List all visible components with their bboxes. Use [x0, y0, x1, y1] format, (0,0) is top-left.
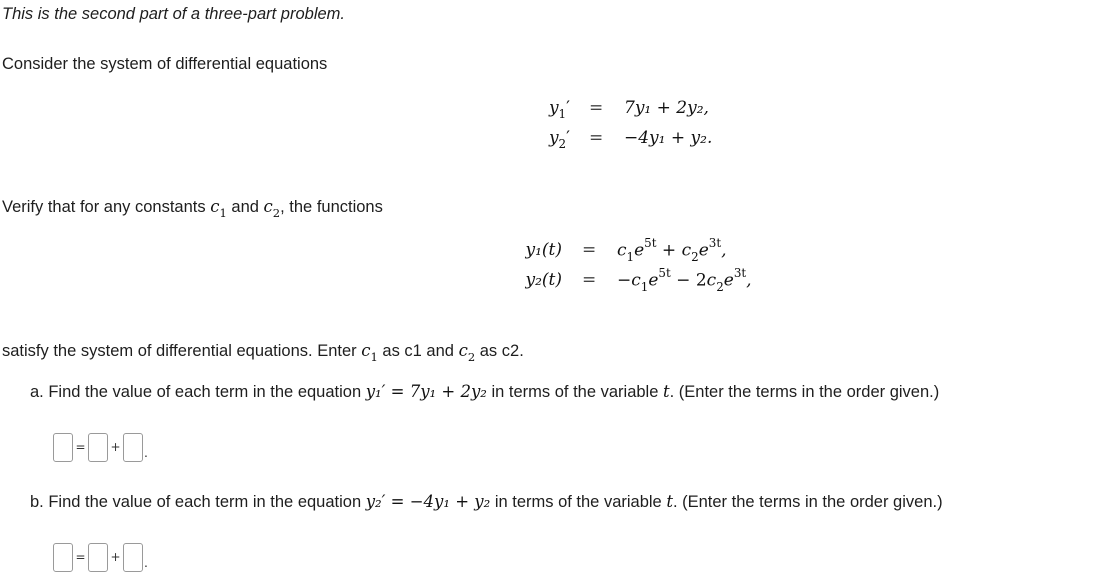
plus-sign: + [110, 550, 121, 564]
part-b-term2-input[interactable] [123, 543, 143, 572]
part-a-equation: y₁′ = 7y₁ + 2y₂ [365, 382, 487, 401]
de-system [0, 92, 1102, 162]
part-a-term2-input[interactable] [123, 433, 143, 462]
verify-text: Verify that for any constants $c_1$ and $c_2$, the functions [2, 197, 383, 220]
solution-functions [0, 232, 1102, 302]
solution-row2-rhs: $-c_1e^{5t} - 2c_2e^{3t}$, [617, 266, 752, 294]
equals-sign: = [75, 550, 86, 564]
part-b-term1-input[interactable] [88, 543, 108, 572]
equals-sign: = [75, 440, 86, 454]
solution-row1-lhs: y₁(t) [525, 240, 562, 260]
part-a-term1-input[interactable] [88, 433, 108, 462]
part-a-lhs-input[interactable] [53, 433, 73, 462]
part-b-lhs-input[interactable] [53, 543, 73, 572]
system-row2-lhs: $y_2'$ [548, 128, 570, 151]
answer-period: . [144, 554, 148, 570]
part-a-answer-row [53, 431, 148, 463]
system-row1-lhs: $y_1'$ [548, 98, 570, 121]
answer-period: . [144, 444, 148, 460]
satisfy-text: satisfy the system of differential equations. Enter $c_1$ as c1 and $c_2$ as c2. [2, 341, 524, 364]
system-row2-rhs: −4y₁ + y₂. [624, 128, 713, 148]
system-row1-rhs: 7y₁ + 2y₂, [624, 98, 709, 118]
system-row2-equals: = [589, 128, 604, 148]
solution-row1-equals: = [582, 240, 597, 260]
part-b-equation: y₂′ = −4y₁ + y₂ [365, 492, 491, 511]
part-b-prompt: b. Find the value of each term in the equation y₂′ = −4y₁ + y₂ in terms of the variable t. (Enter the terms in the order given.) [30, 492, 943, 511]
solution-row2-equals: = [582, 270, 597, 290]
intro-text: This is the second part of a three-part problem. [2, 5, 346, 23]
part-a-prompt: a. Find the value of each term in the equation y₁′ = 7y₁ + 2y₂ in terms of the variable t. (Enter the terms in the order given.) [30, 382, 940, 401]
plus-sign: + [110, 440, 121, 454]
system-row1-equals: = [589, 98, 604, 118]
solution-row1-rhs: $c_1e^{5t} + c_2e^{3t}$, [617, 236, 727, 264]
consider-text: Consider the system of differential equations [2, 55, 328, 73]
solution-row2-lhs: y₂(t) [525, 270, 562, 290]
part-b-answer-row [53, 541, 148, 573]
